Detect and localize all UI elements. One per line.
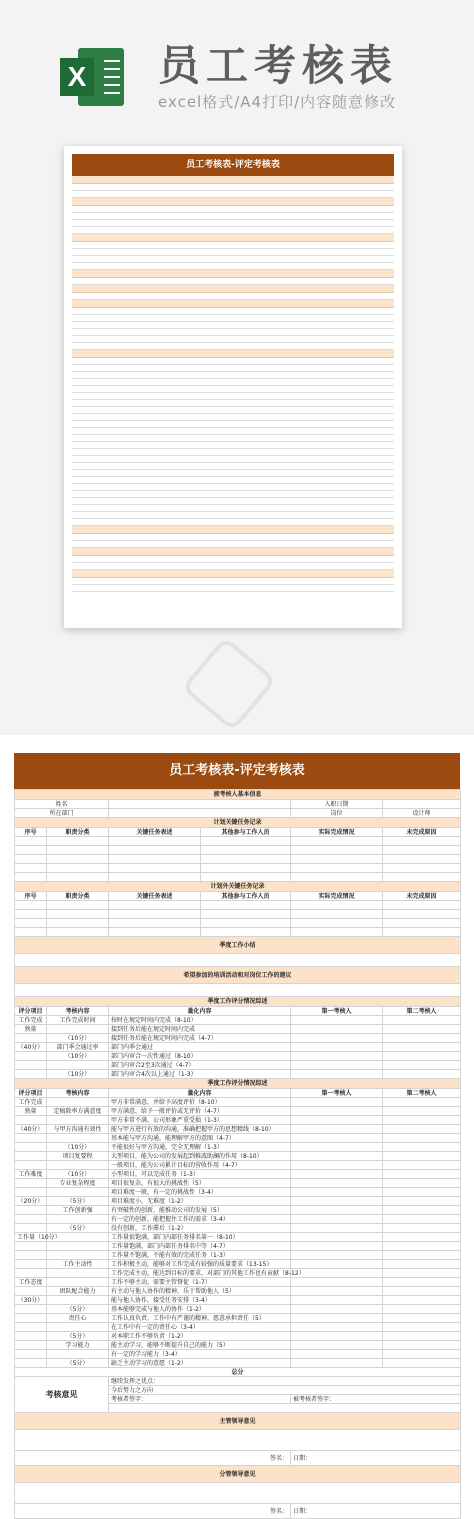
table-cell: 熟量 xyxy=(15,1107,47,1116)
score-input[interactable] xyxy=(383,1098,461,1107)
table-row xyxy=(15,1116,461,1125)
table-cell xyxy=(15,1116,47,1125)
table-cell: （20分） xyxy=(15,1197,47,1206)
table-row xyxy=(15,1188,461,1197)
summary-section: 季度工作小结 xyxy=(15,937,461,954)
score-input[interactable] xyxy=(291,1043,383,1052)
table-cell xyxy=(15,1359,47,1368)
table-row xyxy=(15,1359,461,1368)
column-header: 序号 xyxy=(15,892,47,901)
table-cell: 团队配合能力 xyxy=(47,1287,109,1296)
table-cell xyxy=(15,1143,47,1152)
score-input[interactable] xyxy=(383,1332,461,1341)
score-input[interactable] xyxy=(291,1323,383,1332)
table-cell: 能与他人协作，接受任务安排（3-4） xyxy=(109,1296,291,1305)
score-input[interactable] xyxy=(383,1134,461,1143)
table-cell: 一般项目，能为公司累计目标的营收作用（4-7） xyxy=(109,1161,291,1170)
score-input[interactable] xyxy=(291,1287,383,1296)
table-cell xyxy=(15,1332,47,1341)
table-cell xyxy=(47,1098,109,1107)
table-row xyxy=(15,1215,461,1224)
unplanned-task-section: 计划外关键任务记录 xyxy=(15,882,461,892)
table-cell: 工作难度 xyxy=(15,1170,47,1179)
table-cell xyxy=(47,1188,109,1197)
score-input[interactable] xyxy=(383,1359,461,1368)
score-input[interactable] xyxy=(291,1107,383,1116)
table-row xyxy=(15,1242,461,1251)
score-input[interactable] xyxy=(291,1152,383,1161)
column-header: 其他参与工作人员 xyxy=(201,828,291,837)
table-cell: （5分） xyxy=(47,1197,109,1206)
column-header: 考核内容 xyxy=(47,1007,109,1016)
column-header: 考核内容 xyxy=(47,1089,109,1098)
score-input[interactable] xyxy=(383,1161,461,1170)
table-cell: 按时在规定时间内完成（8-10） xyxy=(109,1016,291,1025)
table-cell: 有一定的学习能力（3-4） xyxy=(109,1350,291,1359)
table-cell: 学习能力 xyxy=(47,1341,109,1350)
table-cell: 部门内审合一次性通过（8-10） xyxy=(109,1052,291,1061)
table-row xyxy=(15,1034,461,1043)
table-row xyxy=(15,1107,461,1116)
table-row xyxy=(15,1098,461,1107)
table-cell xyxy=(15,1152,47,1161)
table-cell xyxy=(47,1025,109,1034)
table-cell: 基本能与甲方沟通，能理解甲方的意图（4-7） xyxy=(109,1134,291,1143)
column-header-row xyxy=(15,1007,461,1016)
score-input[interactable] xyxy=(291,1341,383,1350)
table-cell: 部门内审合4次以上通过（1-3） xyxy=(109,1070,291,1079)
promo-banner xyxy=(0,0,474,735)
date-label-2: 日期： xyxy=(291,1504,461,1519)
table-cell: 缺乏主动学习的意愿（1-2） xyxy=(109,1359,291,1368)
table-row xyxy=(15,1170,461,1179)
manager-opinion-section: 分管领导意见 xyxy=(15,1466,461,1483)
score-input[interactable] xyxy=(291,1305,383,1314)
column-header: 第一考核人 xyxy=(291,1089,383,1098)
score-input[interactable] xyxy=(383,1296,461,1305)
table-row xyxy=(15,1152,461,1161)
score-input[interactable] xyxy=(383,1341,461,1350)
table-cell: 接到任务后能在规定时间内完成 xyxy=(109,1025,291,1034)
table-cell: 项目难度一般，有一定的挑战性（3-4） xyxy=(109,1188,291,1197)
column-header: 序号 xyxy=(15,828,47,837)
sheet-title: 员工考核表-评定考核表 xyxy=(14,753,460,789)
score-input[interactable] xyxy=(383,1251,461,1260)
table-cell: 工作量不饱满，不能有效的完成任务（1-3） xyxy=(109,1251,291,1260)
table-row xyxy=(15,1332,461,1341)
table-row xyxy=(15,1161,461,1170)
score-input[interactable] xyxy=(291,1332,383,1341)
banner-subtitle: excel格式/A4打印/内容随意修改 xyxy=(158,93,397,111)
table-cell xyxy=(47,1242,109,1251)
table-row xyxy=(15,1314,461,1323)
score-input[interactable] xyxy=(291,1251,383,1260)
table-cell: 大型项目，能为公司的发展起到推波助澜的作用（8-10） xyxy=(109,1152,291,1161)
table-row xyxy=(15,1025,461,1034)
table-row xyxy=(15,1061,461,1070)
total-score: 总分 xyxy=(15,1368,461,1377)
table-cell xyxy=(15,1260,47,1269)
column-header: 关键任务表述 xyxy=(109,892,201,901)
evaluation-table: 被考核人基本信息 姓名 入职日期 所在部门 岗位 设计师 计划关键任务记录 序号 职责分类 关键任务表述 其他参与工作人员 实际完成情况 未完成原因 计划外关键任务记录 序号 职责分类 关键任务表述 其他参与工作人员 实际完成情况 未完成原因 季度工作小结 希望参加的培训活动和对岗位工作的建议 季度工作评分情况综述 评分项目 考核内容 量化内容 第一考核人 第二考核人 工作完成 工作完成时间 按时在规定时间内完成（8-10） 熟量 接到任务后能在规定时间内完成 （10分） 接到任务后能在规定时间内完成（4-7） （40分） 部门季会通过率 部门内季会通过 （10分） 部门内审合一次性通过（8-10） 部门内审合2至3次通过（4-7） （10分） 部门内审合4次以上通过（1-3） 季度工作评分情况综述 评分项目 考核内容 量化内容 第一考核人 第二考核人 工作完成 甲方非常满意，并给予高度评价（8-10） 熟量 定稿除率方满意度 甲方满意，给予一般评价或无评价（4-7） 甲方非常不满，公司形象严重受损（1-3） （40分） 与甲方沟通有效性 能与甲方进行有效的沟通，准确把握甲方的思想精线（8-10） 基本能与甲方沟通，能理解甲方的意图（4-7） （10分） 不能很好与甲方沟通，完全无理解（1-3） 项目复要程 大型项目，能为公司的发展起到推波助澜的作用（8-10） 一般项目，能为公司累计目标的营收作用（4-7） 工作难度 （10分） 小型项目，可以完成任务（1-3） 专业复杂程度 项目很复杂，有很大的挑战性（5） 项目难度一般，有一定的挑战性（3-4） （20分） （5分） 项目难度小，无难度（1-2） 工作创新强 有突破性的创新，能推动公司的发展（5） 有一定的创新，能把握住工作的需求（3-4） （5分） 没有创新，工作滞后（1-2） 工作量（10分） 工作量很饱满，部门内部任务排名第一（8-10） 工作量饱满，部门内部任务排名中等（4-7） 工作量不饱满，不能有效的完成任务（1-3） 工作主动性 工作积极主动，能够对工作完成有较强的质量要求（13-15） 工作完成主动，能达到目标的要求，对部门的其他工作也有贡献（8-12） 工作态度 工作不够主动，需要主管督促（1-7） 团队配合能力 有主动与他人协作的精神，乐于帮助他人（5） （30分） 能与他人协作，接受任务安排（3-4） （5分） 基本能够完成与他人的协作（1-2） 责任心 工作认真负责，工作中有严谨的精神，愿意承担责任（5） 在工作中有一定的责任心（3-4） （5分） 对本职工作不够负责（1-2） 学习能力 能主动学习，能够不断提升自己的能力（5） 有一定的学习能力（3-4） （5分） 缺乏主动学习的意愿（1-2） 总分 考核意见 继续发挥之优点： 今后努力之方向 考核者签字： 被考核者签字： 主管领导意见 签名： 日期： 分管领导意见 签名： 日期： xyxy=(14,789,461,1519)
table-cell: 工作完成 xyxy=(15,1016,47,1025)
score-input[interactable] xyxy=(383,1025,461,1034)
column-header: 实际完成情况 xyxy=(291,892,383,901)
table-row xyxy=(15,1269,461,1278)
score-input[interactable] xyxy=(291,1350,383,1359)
opinion-label: 考核意见 xyxy=(15,1377,109,1413)
table-row xyxy=(15,1251,461,1260)
table-cell xyxy=(47,1296,109,1305)
table-cell xyxy=(15,1179,47,1188)
score-input[interactable] xyxy=(383,1197,461,1206)
sign-label-1: 签名： xyxy=(15,1451,291,1466)
table-cell: 能主动学习，能够不断提升自己的能力（5） xyxy=(109,1341,291,1350)
table-cell xyxy=(15,1215,47,1224)
table-cell: 工作积极主动，能够对工作完成有较强的质量要求（13-15） xyxy=(109,1260,291,1269)
table-cell xyxy=(15,1314,47,1323)
score-input[interactable] xyxy=(383,1224,461,1233)
score-input[interactable] xyxy=(291,1179,383,1188)
planned-task-section: 计划关键任务记录 xyxy=(15,818,461,828)
score-input[interactable] xyxy=(383,1043,461,1052)
column-header: 未完成原因 xyxy=(383,828,461,837)
table-row xyxy=(15,1143,461,1152)
score-input[interactable] xyxy=(383,1179,461,1188)
score-input[interactable] xyxy=(383,1188,461,1197)
eval-section-1: 季度工作评分情况综述 xyxy=(15,997,461,1007)
table-cell: （40分） xyxy=(15,1043,47,1052)
table-cell: （10分） xyxy=(47,1070,109,1079)
table-cell xyxy=(15,1034,47,1043)
table-cell: 工作完成时间 xyxy=(47,1016,109,1025)
table-cell xyxy=(47,1269,109,1278)
table-cell xyxy=(15,1206,47,1215)
column-header: 职责分类 xyxy=(47,828,109,837)
score-input[interactable] xyxy=(383,1170,461,1179)
score-input[interactable] xyxy=(291,1278,383,1287)
table-cell: 工作量（10分） xyxy=(15,1233,47,1242)
watermark-logo-icon xyxy=(181,636,277,732)
table-cell xyxy=(15,1224,47,1233)
table-cell: 部门季会通过率 xyxy=(47,1043,109,1052)
table-cell: （5分） xyxy=(47,1305,109,1314)
score-input[interactable] xyxy=(291,1070,383,1079)
table-row xyxy=(15,1016,461,1025)
score-input[interactable] xyxy=(383,1287,461,1296)
table-row xyxy=(15,1134,461,1143)
table-row xyxy=(15,1341,461,1350)
score-input[interactable] xyxy=(383,1278,461,1287)
table-cell: 甲方满意，给予一般评价或无评价（4-7） xyxy=(109,1107,291,1116)
score-input[interactable] xyxy=(383,1052,461,1061)
score-input[interactable] xyxy=(291,1188,383,1197)
table-cell xyxy=(15,1161,47,1170)
score-input[interactable] xyxy=(383,1143,461,1152)
table-row xyxy=(15,1350,461,1359)
table-cell: 项目很复杂，有很大的挑战性（5） xyxy=(109,1179,291,1188)
date-label-1: 日期： xyxy=(291,1451,461,1466)
leader-opinion-section: 主管领导意见 xyxy=(15,1413,461,1430)
table-cell: 工作不够主动，需要主管督促（1-7） xyxy=(109,1278,291,1287)
table-cell: 项目难度小，无难度（1-2） xyxy=(109,1197,291,1206)
score-input[interactable] xyxy=(291,1134,383,1143)
table-row xyxy=(15,1206,461,1215)
table-cell: （5分） xyxy=(47,1332,109,1341)
score-input[interactable] xyxy=(383,1242,461,1251)
eval-section-2: 季度工作评分情况综述 xyxy=(15,1079,461,1089)
score-input[interactable] xyxy=(291,1143,383,1152)
score-input[interactable] xyxy=(383,1107,461,1116)
score-input[interactable] xyxy=(291,1314,383,1323)
table-cell: 能与甲方进行有效的沟通，准确把握甲方的思想精线（8-10） xyxy=(109,1125,291,1134)
table-cell xyxy=(15,1350,47,1359)
column-header: 评分项目 xyxy=(15,1089,47,1098)
score-input[interactable] xyxy=(291,1098,383,1107)
table-cell: 工作完成主动，能达到目标的要求，对部门的其他工作也有贡献（8-12） xyxy=(109,1269,291,1278)
table-cell: 工作量饱满，部门内部任务排名中等（4-7） xyxy=(109,1242,291,1251)
banner-title: 员工考核表 xyxy=(158,41,399,90)
basic-info-section: 被考核人基本信息 xyxy=(15,790,461,800)
table-row xyxy=(15,1296,461,1305)
table-cell xyxy=(15,1070,47,1079)
score-input[interactable] xyxy=(383,1206,461,1215)
table-cell: 部门内审合2至3次通过（4-7） xyxy=(109,1061,291,1070)
table-row xyxy=(15,1224,461,1233)
score-input[interactable] xyxy=(383,1233,461,1242)
column-header: 量化内容 xyxy=(109,1007,291,1016)
table-cell: 工作认真负责，工作中有严谨的精神，愿意承担责任（5） xyxy=(109,1314,291,1323)
table-cell: 在工作中有一定的责任心（3-4） xyxy=(109,1323,291,1332)
column-header: 评分项目 xyxy=(15,1007,47,1016)
table-cell: （10分） xyxy=(47,1143,109,1152)
score-input[interactable] xyxy=(383,1314,461,1323)
table-cell xyxy=(15,1305,47,1314)
table-cell: 专业复杂程度 xyxy=(47,1179,109,1188)
column-header: 第一考核人 xyxy=(291,1007,383,1016)
table-row xyxy=(15,1179,461,1188)
score-input[interactable] xyxy=(291,1359,383,1368)
score-input[interactable] xyxy=(291,1296,383,1305)
table-cell: 小型项目，可以完成任务（1-3） xyxy=(109,1170,291,1179)
table-row xyxy=(15,1278,461,1287)
table-cell: 工作态度 xyxy=(15,1278,47,1287)
table-cell xyxy=(47,1215,109,1224)
table-cell xyxy=(47,1061,109,1070)
table-row xyxy=(15,1305,461,1314)
table-cell xyxy=(15,1269,47,1278)
table-row xyxy=(15,1323,461,1332)
score-input[interactable] xyxy=(291,1215,383,1224)
table-cell xyxy=(47,1350,109,1359)
column-header: 其他参与工作人员 xyxy=(201,892,291,901)
table-cell xyxy=(15,1323,47,1332)
table-cell: （30分） xyxy=(15,1296,47,1305)
table-cell xyxy=(15,1061,47,1070)
table-cell: 与甲方沟通有效性 xyxy=(47,1125,109,1134)
score-input[interactable] xyxy=(383,1034,461,1043)
training-section: 希望参加的培训活动和对岗位工作的建议 xyxy=(15,967,461,984)
column-header: 未完成原因 xyxy=(383,892,461,901)
table-cell: 没有创新，工作滞后（1-2） xyxy=(109,1224,291,1233)
table-cell: 有突破性的创新，能推动公司的发展（5） xyxy=(109,1206,291,1215)
column-header: 第二考核人 xyxy=(383,1089,461,1098)
score-input[interactable] xyxy=(291,1161,383,1170)
table-cell xyxy=(47,1278,109,1287)
score-input[interactable] xyxy=(383,1116,461,1125)
table-row xyxy=(15,1260,461,1269)
score-input[interactable] xyxy=(383,1350,461,1359)
table-cell: 不能很好与甲方沟通，完全无理解（1-3） xyxy=(109,1143,291,1152)
score-input[interactable] xyxy=(291,1242,383,1251)
score-input[interactable] xyxy=(291,1233,383,1242)
table-cell: 工作量很饱满，部门内部任务排名第一（8-10） xyxy=(109,1233,291,1242)
table-row xyxy=(15,1197,461,1206)
table-cell: 工作创新强 xyxy=(47,1206,109,1215)
table-cell: 有一定的创新，能把握住工作的需求（3-4） xyxy=(109,1215,291,1224)
score-input[interactable] xyxy=(383,1061,461,1070)
column-header-row xyxy=(15,892,461,901)
score-input[interactable] xyxy=(291,1170,383,1179)
sheet-thumbnail: 员工考核表-评定考核表 xyxy=(64,146,402,628)
table-cell xyxy=(47,1116,109,1125)
score-input[interactable] xyxy=(291,1025,383,1034)
score-input[interactable] xyxy=(383,1305,461,1314)
table-cell xyxy=(47,1251,109,1260)
table-cell xyxy=(15,1052,47,1061)
score-input[interactable] xyxy=(383,1269,461,1278)
column-header: 第二考核人 xyxy=(383,1007,461,1016)
table-cell: 甲方非常不满，公司形象严重受损（1-3） xyxy=(109,1116,291,1125)
table-cell xyxy=(15,1188,47,1197)
table-cell xyxy=(47,1161,109,1170)
score-input[interactable] xyxy=(291,1061,383,1070)
table-cell xyxy=(15,1251,47,1260)
table-cell: （5分） xyxy=(47,1224,109,1233)
table-cell: （10分） xyxy=(47,1034,109,1043)
table-cell: （40分） xyxy=(15,1125,47,1134)
table-cell: （5分） xyxy=(47,1359,109,1368)
column-header: 职责分类 xyxy=(47,892,109,901)
table-cell xyxy=(47,1323,109,1332)
table-cell: 接到任务后能在规定时间内完成（4-7） xyxy=(109,1034,291,1043)
table-cell xyxy=(15,1287,47,1296)
score-input[interactable] xyxy=(291,1125,383,1134)
score-input[interactable] xyxy=(291,1224,383,1233)
table-row xyxy=(15,1125,461,1134)
evaluation-sheet xyxy=(14,753,460,1519)
score-input[interactable] xyxy=(383,1215,461,1224)
score-input[interactable] xyxy=(383,1152,461,1161)
score-input[interactable] xyxy=(291,1260,383,1269)
score-input[interactable] xyxy=(291,1034,383,1043)
score-input[interactable] xyxy=(383,1070,461,1079)
excel-logo-icon: X xyxy=(60,48,126,106)
column-header-row xyxy=(15,828,461,837)
score-input[interactable] xyxy=(383,1016,461,1025)
score-input[interactable] xyxy=(383,1125,461,1134)
table-cell xyxy=(15,1134,47,1143)
table-row xyxy=(15,1287,461,1296)
table-cell: 熟量 xyxy=(15,1025,47,1034)
table-cell xyxy=(15,1341,47,1350)
table-cell xyxy=(15,1242,47,1251)
score-input[interactable] xyxy=(291,1016,383,1025)
column-header: 实际完成情况 xyxy=(291,828,383,837)
table-cell: 工作主动性 xyxy=(47,1260,109,1269)
table-cell: 工作完成 xyxy=(15,1098,47,1107)
sign-label-2: 签名： xyxy=(15,1504,291,1519)
table-cell: 部门内季会通过 xyxy=(109,1043,291,1052)
table-row xyxy=(15,1070,461,1079)
score-input[interactable] xyxy=(291,1197,383,1206)
column-header: 关键任务表述 xyxy=(109,828,201,837)
table-cell: 项目复要程 xyxy=(47,1152,109,1161)
table-cell: （10分） xyxy=(47,1170,109,1179)
table-cell: 基本能够完成与他人的协作（1-2） xyxy=(109,1305,291,1314)
table-row xyxy=(15,1052,461,1061)
score-input[interactable] xyxy=(291,1116,383,1125)
score-input[interactable] xyxy=(383,1323,461,1332)
table-cell xyxy=(47,1134,109,1143)
table-cell: 甲方非常满意，并给予高度评价（8-10） xyxy=(109,1098,291,1107)
table-cell: 定稿除率方满意度 xyxy=(47,1107,109,1116)
table-cell: 责任心 xyxy=(47,1314,109,1323)
table-cell: （10分） xyxy=(47,1052,109,1061)
score-input[interactable] xyxy=(291,1052,383,1061)
score-input[interactable] xyxy=(383,1260,461,1269)
column-header-row xyxy=(15,1089,461,1098)
score-input[interactable] xyxy=(291,1206,383,1215)
table-row xyxy=(15,1233,461,1242)
column-header: 量化内容 xyxy=(109,1089,291,1098)
table-cell: 有主动与他人协作的精神，乐于帮助他人（5） xyxy=(109,1287,291,1296)
table-cell: 对本职工作不够负责（1-2） xyxy=(109,1332,291,1341)
table-row xyxy=(15,1043,461,1052)
